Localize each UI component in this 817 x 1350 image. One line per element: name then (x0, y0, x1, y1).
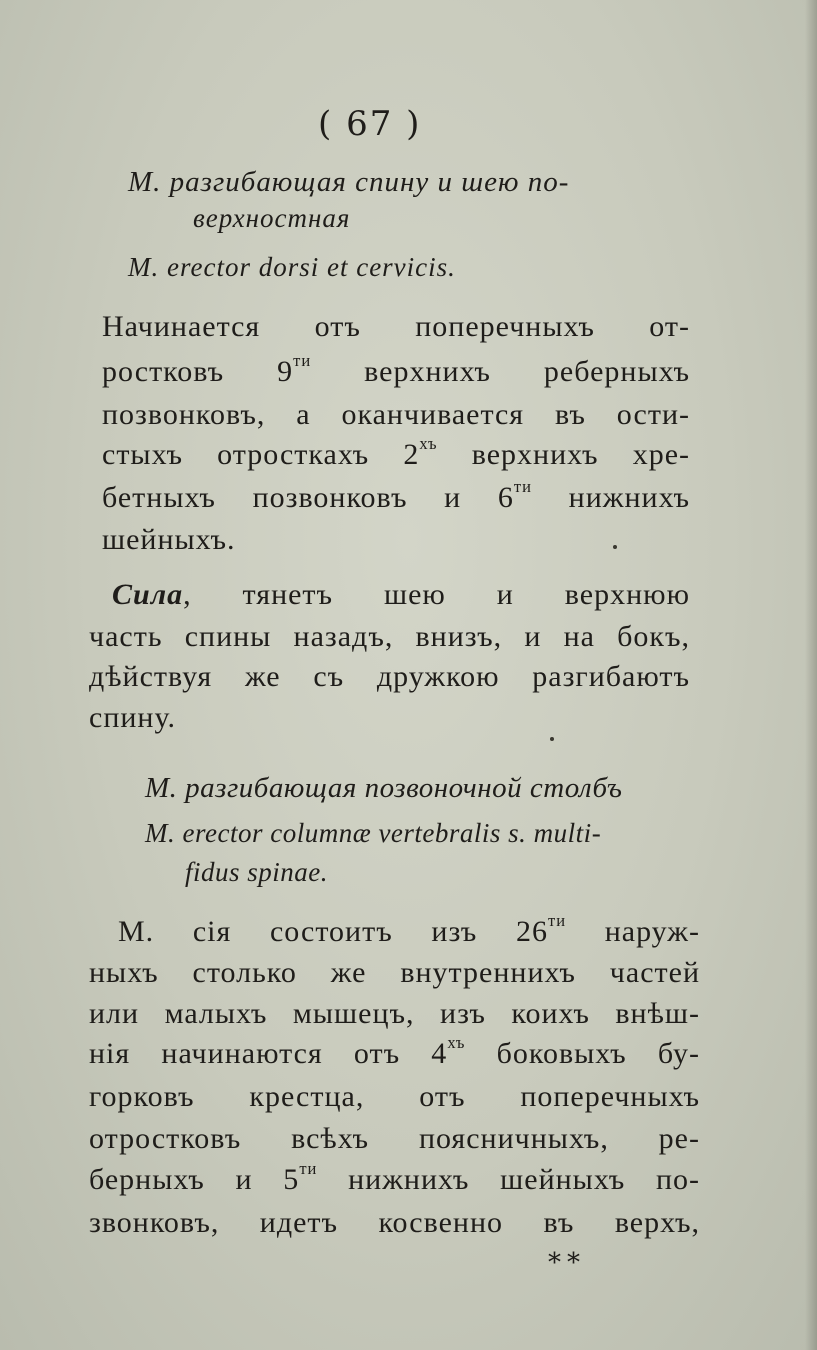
para2-line4: спину. (89, 701, 176, 734)
para3-line5: горковъ крестца, отъ поперечныхъ (89, 1080, 700, 1113)
para3-line3: или малыхъ мышецъ, изъ коихъ внѣш- (89, 997, 700, 1030)
print-speck (550, 737, 554, 741)
para1-line6: шейныхъ. (102, 523, 236, 556)
section1-heading-latin: M. erector dorsi et cervicis. (128, 252, 456, 282)
para3-line2: ныхъ столько же внутреннихъ частей (89, 956, 700, 989)
page-number: ( 67 ) (318, 104, 422, 144)
para3-line6: отростковъ всѣхъ поясничныхъ, ре- (89, 1122, 700, 1155)
para1-line1: Начинается отъ поперечныхъ от- (102, 310, 690, 343)
para2-term-sila: Сила (112, 578, 184, 611)
section1-heading-ru-line1: M. разгибающая спину и шею по- (128, 166, 570, 198)
signature-mark: ** (548, 1248, 586, 1278)
para3-line1: M. сія состоитъ изъ $26^{ти}$ наруж- (118, 911, 700, 948)
para2-line2: часть спины назадъ, внизъ, и на бокъ, (89, 620, 690, 653)
section2-heading-ru: M. разгибающая позвоночной столбъ (145, 772, 623, 804)
para3-line7: берныхъ и $5^{ти}$ нижнихъ шейныхъ по- (89, 1159, 700, 1196)
para1-line4: стыхъ отросткахъ $2^{хъ}$ верхнихъ хре- (102, 434, 691, 471)
page-edge-shadow (805, 0, 817, 1350)
para2-line1: Сила, тянетъ шею и верхнюю (112, 578, 690, 611)
para1-line3: позвонковъ, а оканчивается въ ости- (102, 398, 690, 431)
section2-heading-latin-line1: M. erector columnæ vertebralis s. multi- (145, 818, 602, 848)
section1-heading-ru-line2: верхностная (193, 203, 351, 233)
print-speck (613, 545, 617, 549)
para1-line2: ростковъ $9^{ти}$ верхнихъ реберныхъ (102, 351, 690, 388)
para3-line4: нія начинаются отъ $4^{хъ}$ боковыхъ бу- (89, 1033, 700, 1070)
para2-line3: дѣйствуя же съ дружкою разгибаютъ (89, 660, 690, 693)
para3-line8: звонковъ, идетъ косвенно въ верхъ, (89, 1206, 700, 1239)
para1-line5: бетныхъ позвонковъ и $6^{ти}$ нижнихъ (102, 477, 690, 514)
section2-heading-latin-line2: fidus spinae. (185, 857, 329, 887)
